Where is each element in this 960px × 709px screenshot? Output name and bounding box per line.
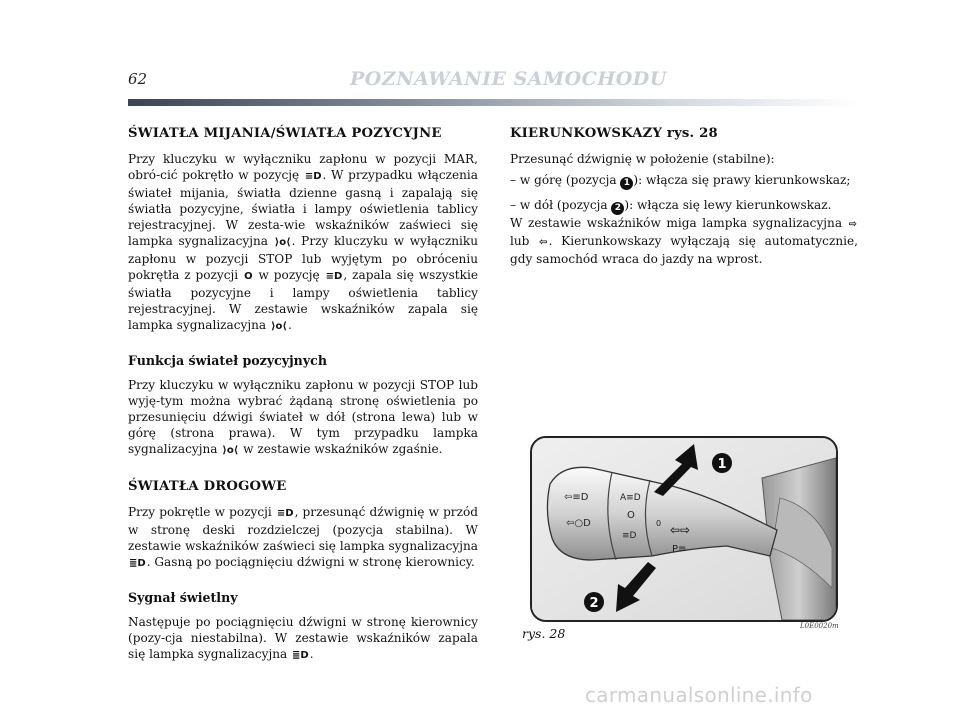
stalk-symbol-turn: ⇦⇨ [670, 523, 691, 537]
stalk-symbol-fog-rear: ⇦○D [566, 518, 591, 529]
running-title: POZNAWANIE SAMOCHODU [350, 68, 667, 90]
stalk-symbol-low: ≡D [622, 531, 637, 541]
section-title-high-beam: ŚWIATŁA DROGOWE [128, 479, 287, 494]
high-beam-icon: ≣D [129, 558, 146, 569]
arrow-1-label: 1 [717, 457, 727, 472]
position-2-badge: 2 [611, 202, 624, 215]
section-title-parking-function: Funkcja świateł pozycyjnych [128, 353, 327, 368]
parking-lights-icon: ⟩o⟨ [274, 237, 291, 248]
turn-right-icon: ⇨ [848, 219, 857, 230]
section-title-low-beam: ŚWIATŁA MIJANIA/ŚWIATŁA POZYCYJNE [128, 126, 442, 141]
paragraph-parking-function: Przy kluczyku w wyłączniku zapłonu w pozycji STOP lub wyję-tym można wybrać żądaną stronę oświetlenia po przesunięciu dźwigi świateł w dół (strona lewa) lub w górę (strona prawa). W tym przypadku lampka sygnalizacyjna ⟩o⟨ w zestawie wskaźników zgaśnie. [128, 377, 478, 459]
section-title-flash: Sygnał świetlny [128, 590, 238, 605]
turn-up-line: – w górę (pozycja 1 ): włącza się prawy kierunkowskaz; [510, 173, 851, 188]
paragraph-high-beam: Przy pokrętle w pozycji ≡D, przesunąć dźwignię w przód w stronę deski rozdzielczej (pozycja stabilna). W zestawie wskaźników zaświeci się lampka sygnalizacyjna ≣D. Gasną po pociągnięciu dźwigni w stronę kierownicy. [128, 504, 478, 572]
watermark: carmanualsonline.info [585, 683, 813, 707]
figure-box [530, 436, 838, 622]
low-beam-icon: ≡D [276, 508, 294, 519]
arrow-2-label: 2 [589, 596, 599, 611]
header-rule [128, 99, 858, 106]
figure-code: L0E0020m [800, 622, 839, 630]
stalk-illustration [532, 438, 836, 620]
page-number: 62 [128, 70, 148, 88]
paragraph-flash: Następuje po pociągnięciu dźwigni w stronę kierownicy (pozy-cja niestabilna). W zestawie wskaźników zapala się lampka sygnalizacyjna ≣D. [128, 614, 478, 664]
stalk-label-0: 0 [656, 519, 662, 528]
section-title-turn-signals: KIERUNKOWSKAZY rys. 28 [510, 126, 718, 141]
figure-caption: rys. 28 [522, 626, 566, 641]
stalk-symbol-fog-front: ⇦≡D [564, 492, 589, 503]
position-o-icon: O [244, 271, 253, 282]
turn-down-line: – w dół (pozycja 2 ): włącza się lewy kierunkowskaz. [510, 198, 832, 213]
stalk-label-o: O [627, 510, 635, 521]
position-1-badge: 1 [620, 177, 633, 190]
left-column [128, 126, 478, 664]
parking-lights-icon: ⟩o⟨ [270, 321, 287, 332]
low-beam-icon: ≡D [325, 271, 343, 282]
high-beam-icon: ≣D [292, 650, 309, 661]
paragraph-low-beam: Przy kluczyku w wyłączniku zapłonu w pozycji MAR, obró-cić pokrętło w pozycję ≡D. W przypadku włączenia świateł mijania, światła dzienne gasną i zapalają się światła pozycyjne, światła i lampy oświetlenia tablicy rejestracyjnej. W zesta-wie wskaźników zaświeci się lampka sygnalizacyjna ⟩o⟨. Przy kluczyku w wyłączniku zapłonu w pozycji STOP lub wyjętym po obróceniu pokrętła z pozycji O w pozycję ≡D, zapala się wszystkie światła pozycyjne i lampy oświetlenia tablicy rejestracyjnej. W zestawie wskaźników zapala się lampka sygnalizacyjna ⟩o⟨. [128, 151, 478, 335]
right-column [510, 126, 858, 267]
stalk-symbol-park: P≡ [672, 544, 687, 555]
turn-left-icon: ⇦ [539, 237, 548, 248]
stalk-symbol-auto: A≡D [620, 493, 641, 503]
low-beam-icon: ≡D [304, 171, 322, 182]
turn-signal-paragraph: W zestawie wskaźników miga lampka sygnalizacyjna ⇨ lub ⇦. Kierunkowskazy wyłączają się automatycznie, gdy samochód wraca do jazdy na wprost. [510, 216, 858, 266]
parking-lights-icon: ⟩o⟨ [222, 445, 239, 456]
turn-intro-line: Przesunąć dźwignię w położenie (stabilne): [510, 152, 775, 166]
